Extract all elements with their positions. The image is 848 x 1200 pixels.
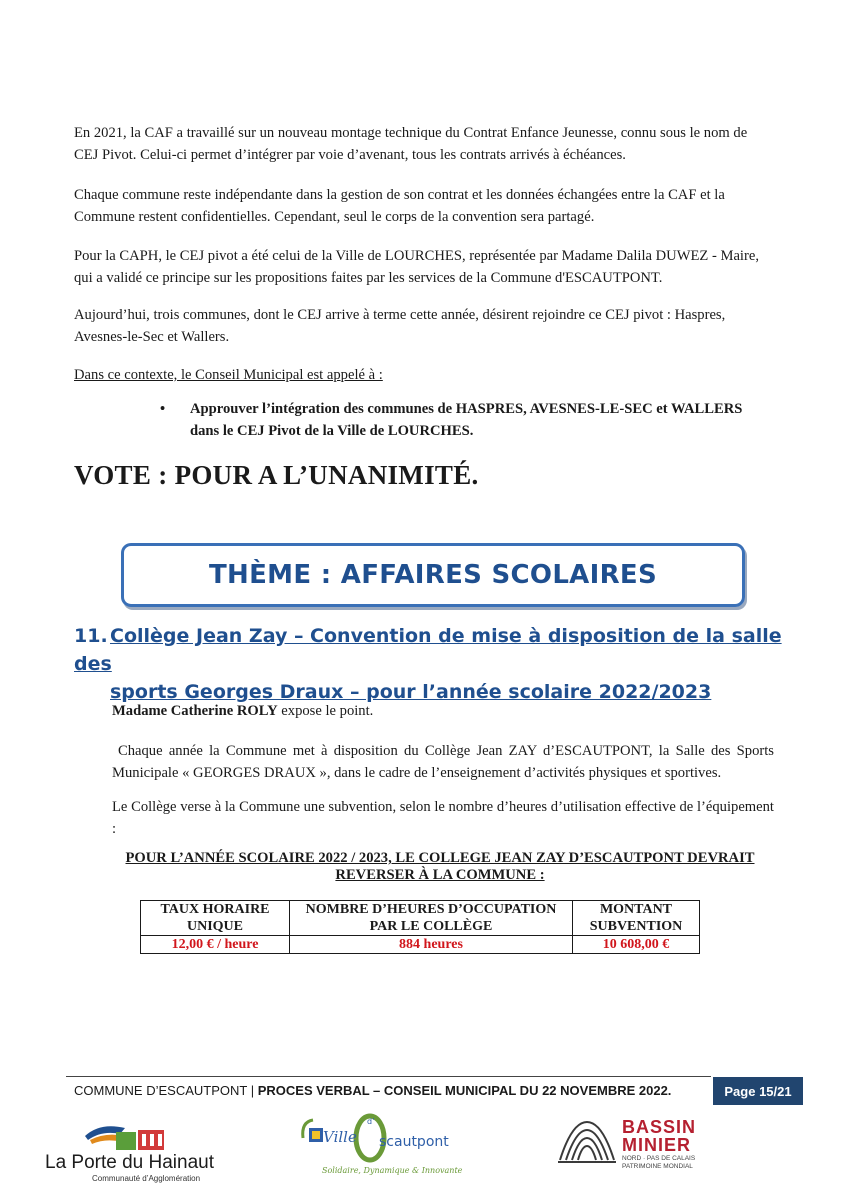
ville-escautpont-logo <box>295 1108 455 1166</box>
footer-text <box>74 1083 671 1098</box>
header-taux <box>141 901 290 936</box>
presenter-rest: expose le point. <box>277 703 374 719</box>
table-title-line1: POUR L’ANNÉE SCOLAIRE 2022 / 2023, LE COLLEGE JEAN ZAY D’ESCAUTPONT DEVRAIT <box>125 850 755 866</box>
header-heures <box>290 901 573 936</box>
paragraph-caf: En 2021, la CAF a travaillé sur un nouveau montage technique du Contrat Enfance Jeunesse, connu sous le nom de CEJ Pivot. Celui-ci permet d’intégrer par voie d’avenant, tous les contrats arrivés à échéances. <box>74 125 748 163</box>
theme-title: THÈME : AFFAIRES SCOLAIRES <box>209 560 657 590</box>
footer-separator: | <box>247 1083 258 1098</box>
bassin-line1: BASSIN <box>622 1117 697 1137</box>
ville-d: d’ <box>367 1117 375 1126</box>
theme-box <box>121 543 745 607</box>
paragraph-salle: Chaque année la Commune met à disposition du Collège Jean ZAY d’ESCAUTPONT, la Salle des Sports Municipale « GEORGES DRAUX », dans le cadre de l’enseignement d’activités physiques et sportives. <box>112 743 774 781</box>
section-number: 11. <box>74 625 108 647</box>
bassin-line4: PATRIMOINE MONDIAL <box>622 1163 693 1170</box>
presenter-line <box>112 700 812 722</box>
bassin-minier-logo <box>556 1116 618 1170</box>
header-montant <box>573 901 700 936</box>
value-taux: 12,00 € / heure <box>141 936 290 954</box>
section-title-line1: Collège Jean Zay – Convention de mise à disposition de la salle des <box>74 625 782 675</box>
section-title-line2: sports Georges Draux – pour l’année scolaire 2022/2023 <box>110 681 712 703</box>
header-taux-l2: UNIQUE <box>186 919 243 934</box>
header-montant-l2: SUBVENTION <box>589 919 683 934</box>
header-heures-l2: PAR LE COLLÈGE <box>369 919 493 934</box>
header-montant-l1: MONTANT <box>599 902 673 917</box>
header-heures-l1: NOMBRE D’HEURES D’OCCUPATION <box>305 902 557 917</box>
page-number: Page 15/21 <box>724 1083 792 1099</box>
bassin-line3: NORD · PAS DE CALAIS <box>622 1155 696 1162</box>
paragraph-independance: Chaque commune reste indépendante dans la gestion de son contrat et les données échangées entre la CAF et la Commune restent confidentielles. Cependant, seul le corps de la convention sera partagé. <box>74 187 725 225</box>
paragraph-communes: Aujourd’hui, trois communes, dont le CEJ arrive à terme cette année, désirent rejoindre ce CEJ pivot : Haspres, Avesnes-le-Sec et Wallers. <box>74 307 726 345</box>
subvention-table <box>140 900 700 954</box>
ville-tagline: Solidaire, Dynamique & Innovante <box>322 1166 463 1175</box>
header-taux-l1: TAUX HORAIRE <box>160 902 270 917</box>
table-row <box>141 936 700 954</box>
footer-commune: COMMUNE D’ESCAUTPONT <box>74 1083 248 1098</box>
vote-result: VOTE : POUR A L’UNANIMITÉ. <box>74 460 479 490</box>
section-heading <box>74 622 794 706</box>
table-title-line2: REVERSER À LA COMMUNE : <box>335 867 545 883</box>
porte-du-hainaut-logo <box>80 1114 172 1152</box>
ville-name: scautpont <box>379 1134 449 1150</box>
footer-proces: PROCES VERBAL – CONSEIL MUNICIPAL DU 22 NOVEMBRE 2022. <box>257 1083 672 1098</box>
bassin-line2: MINIER <box>622 1135 691 1155</box>
footer-divider <box>66 1076 711 1077</box>
paragraph-contexte: Dans ce contexte, le Conseil Municipal est appelé à : <box>74 367 383 383</box>
bullet-text: Approuver l’intégration des communes de HASPRES, AVESNES-LE-SEC et WALLERS dans le CEJ Pivot de la Ville de LOURCHES. <box>190 401 743 439</box>
ville-word: Ville <box>323 1128 357 1146</box>
lph-name: La Porte du Hainaut <box>45 1152 215 1173</box>
bullet-dot: • <box>160 401 166 417</box>
page-number-badge <box>713 1077 803 1105</box>
paragraph-caph: Pour la CAPH, le CEJ pivot a été celui de la Ville de LOURCHES, représentée par Madame Dalila DUWEZ - Maire, qui a validé ce principe sur les propositions faites par les services de la Commune d'ESCAUTPONT. <box>74 248 759 286</box>
paragraph-subvention: Le Collège verse à la Commune une subvention, selon le nombre d’heures d’utilisation effective de l’équipement : <box>112 799 774 837</box>
value-heures: 884 heures <box>290 936 573 954</box>
bullet-item <box>160 398 770 442</box>
presenter-name: Madame Catherine ROLY <box>112 703 278 719</box>
value-montant: 10 608,00 € <box>573 936 700 954</box>
lph-subtitle: Communauté d’Agglomération <box>92 1174 201 1183</box>
table-header-row <box>141 901 700 936</box>
